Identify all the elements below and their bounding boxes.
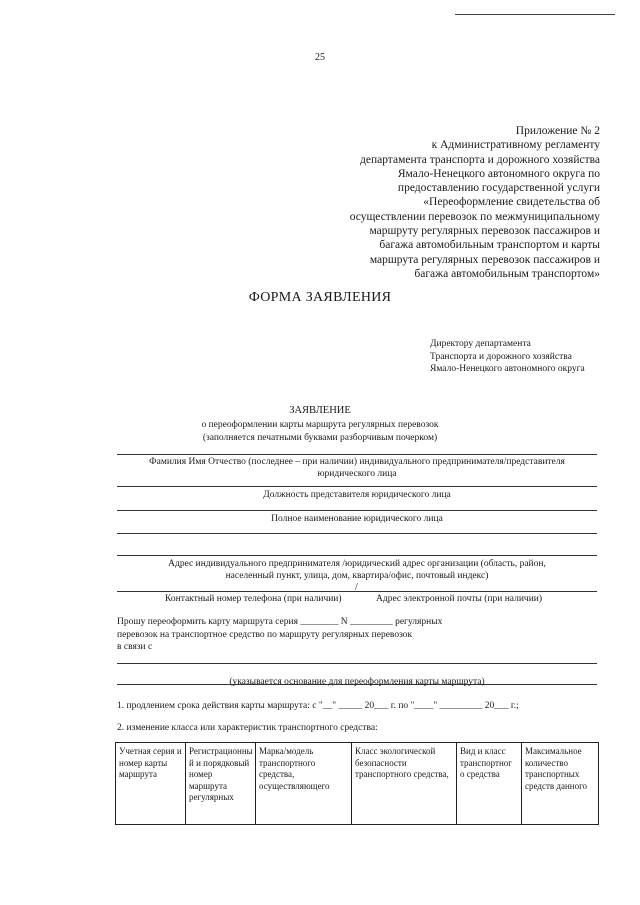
- appendix-line: Ямало-Ненецкого автономного округа по: [397, 167, 600, 180]
- appendix-line: багажа автомобильным транспортом»: [414, 267, 600, 280]
- position-input-line[interactable]: [117, 486, 597, 487]
- statement-subtitle: [0, 419, 640, 444]
- fio-caption-line: Фамилия Имя Отчество (последнее – при наличии) индивидуального предпринимателя/представителя: [149, 457, 565, 467]
- appendix-line: Приложение № 2: [515, 125, 600, 137]
- request-line: в связи с: [117, 642, 153, 652]
- addressee-line: Транспорта и дорожного хозяйства: [430, 351, 572, 362]
- appendix-line: «Переоформление свидетельства об: [423, 196, 600, 209]
- addressee-line: Директору департамента: [430, 339, 531, 349]
- request-line: Прошу переоформить карту маршрута серия ________ N _________ регулярных: [117, 617, 443, 627]
- fio-caption: [117, 456, 597, 480]
- statement-subtitle-line: о переоформлении карты маршрута регулярных перевозок: [201, 420, 439, 430]
- addressee-line: Ямало-Ненецкого автономного округа: [430, 364, 585, 374]
- table-header-cell: Вид и класс транспортног о средства: [457, 743, 522, 825]
- appendix-line: маршруту регулярных перевозок пассажиров и: [369, 225, 600, 238]
- email-caption: Адрес электронной почты (при наличии): [376, 594, 543, 604]
- full-name-input-line[interactable]: [117, 510, 597, 511]
- address-caption-line: Адрес индивидуального предпринимателя /юридический адрес организации (область, район,: [168, 559, 546, 569]
- request-text: [117, 616, 442, 654]
- basis-caption: (указывается основание для переоформления карты маршрута): [229, 677, 485, 687]
- full-name-caption: Полное наименование юридического лица: [271, 514, 443, 524]
- appendix-line: маршрута регулярных перевозок пассажиров и: [369, 253, 600, 266]
- statement-subtitle-line: (заполняется печатными буквами разборчивым почерком): [202, 432, 438, 443]
- contacts-divider-slash: /: [355, 582, 358, 593]
- top-rule: [455, 14, 615, 15]
- position-caption: Должность представителя юридического лица: [263, 490, 451, 500]
- table-header-row: [116, 743, 599, 825]
- table-header-cell: Регистрационны й и порядковый номер маршрута регулярных: [186, 743, 256, 825]
- statement-title: ЗАЯВЛЕНИЕ: [289, 405, 351, 416]
- table-header-cell: Класс экологической безопасности транспортного средства,: [352, 743, 457, 825]
- form-title: ФОРМА ЗАЯВЛЕНИЯ: [248, 290, 392, 305]
- phone-caption: Контактный номер телефона (при наличии): [165, 594, 342, 604]
- appendix-header: [300, 124, 600, 281]
- fio-caption-line: юридического лица: [317, 469, 397, 479]
- appendix-line: осуществлении перевозок по межмуниципальному: [349, 210, 600, 223]
- appendix-line: предоставлению государственной услуги: [397, 182, 600, 195]
- table-header-cell: Максимальное количество транспортных средств данного: [522, 743, 599, 825]
- request-line: перевозок на транспортное средство по маршруту регулярных перевозок: [117, 629, 413, 640]
- appendix-line: департамента транспорта и дорожного хозяйства: [359, 153, 600, 166]
- address-input-line-2[interactable]: [117, 555, 597, 556]
- appendix-line: багажа автомобильным транспортом и карты: [379, 239, 600, 252]
- basis-input-line-1[interactable]: [117, 663, 597, 664]
- appendix-line: к Административному регламенту: [431, 139, 600, 152]
- request-item-1: 1. продлением срока действия карты маршрута: с "__" _____ 20___ г. по "____" _________ 20___ г.;: [117, 701, 519, 711]
- request-item-2: 2. изменение класса или характеристик транспортного средства:: [117, 723, 378, 733]
- vehicle-table: [115, 742, 599, 825]
- address-input-line-1[interactable]: [117, 533, 597, 534]
- fio-input-line[interactable]: [117, 454, 597, 455]
- table-header-cell: Учетная серия и номер карты маршрута: [116, 743, 186, 825]
- addressee-block: [430, 338, 585, 376]
- page-number: 25: [315, 52, 325, 63]
- table-header-cell: Марка/модель транспортного средства, осуществляющего: [256, 743, 352, 825]
- address-caption: [117, 558, 597, 582]
- address-caption-line: населенный пункт, улица, дом, квартира/офис, почтовый индекс): [225, 571, 489, 581]
